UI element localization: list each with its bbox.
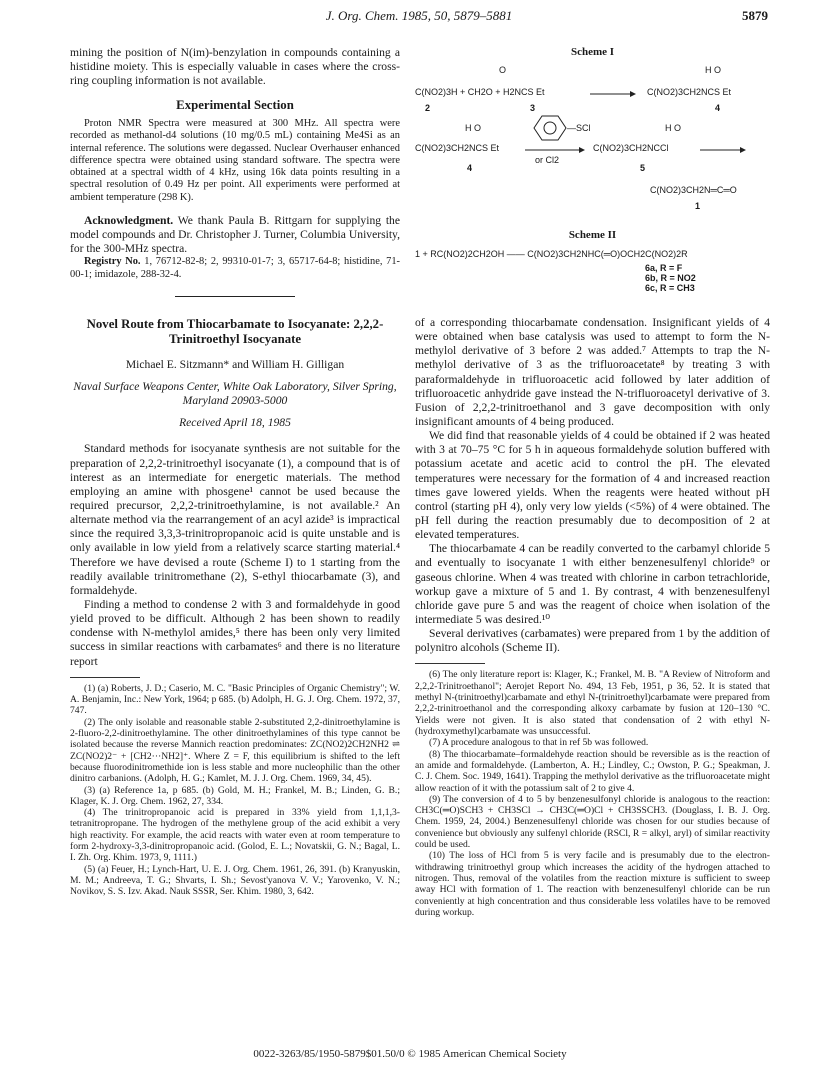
reaction-2-reactant: C(NO2)3CH2NCS Et [415,143,500,154]
scheme-2 [415,243,770,295]
registry-text: 1, 76712-82-8; 2, 99310-01-7; 3, 65717-64-8; histidine, 71-00-1; imidazole, 288-32-4. [70,256,400,280]
footnote-divider [70,677,140,678]
compound-6c: 6c, R = CH3 [645,282,695,293]
reaction-1-product: C(NO2)3CH2NCS Et [647,87,732,98]
page-number: 5879 [742,8,768,23]
scheme-2-reaction: 1 + RC(NO2)2CH2OH —— C(NO2)3CH2NHC(═O)OCH2C(NO2)2R [415,248,688,259]
running-header [70,8,768,28]
footnote-2: (2) The only isolable and reasonable stable 2-substituted 2,2-dinitroethylamine is 2-fluoro-2,2-dinitroethylamine. The other dinitroethylamines of this type cannot be isolated because the reverse Mannich reaction predominates: ZC(NO2)2CH2NH2 ⇌ ZC(NO2)2⁻ + [CH2···NH2]⁺. Where Z = F, this equilibrium is shifted to the left because fluorodinitromethide ion is less stable and more nucleophilic than the other dinitro carbanions. (Adolph, H. G.; Kamlet, M. J. J. Org. Chem. 1969, 34, 45). [70,716,400,785]
body-paragraph-2: Finding a method to condense 2 with 3 and formaldehyde in good yield proved to be difficult. Although 2 has been shown to readily condense with N-methylol amides,⁵ there has been only very limited success in similar reactions with carbamates⁶ and there is no literature report [70,598,400,668]
section-divider [175,296,295,297]
compound-3-label: 3 [530,103,536,114]
reaction-1-reactants: C(NO2)3H + CH2O + H2NCS Et [415,87,545,98]
footnote-4: (4) The trinitropropanoic acid is prepared in 33% yield from 1,1,1,3-tetranitropropane. The hydrogen of the methylene group of the acid exhibit a very high reactivity. For example, the acid reacts with water even at room temperature to form 2-hydroxy-3,3-dinitropropanoic acid. (Golod, E. L.; Novatskii, G. N.; Bagal, L. I. Zh. Org. Khim. 1973, 9, 1111.) [70,807,400,864]
reaction-arrow [700,145,746,155]
compound-6a: 6a, R = F [645,262,683,273]
footnote-9: (9) The conversion of 4 to 5 by benzenesulfonyl chloride is analogous to the reaction: CH3C(═O)SCH3 + CH3SCl → CH3C(═O)Cl + CH3SSCH3. (Douglass, I. B. J. Org. Chem. 1959, 24, 2004.) Benzenesulfenyl chloride was chosen for our studies because of convenience but obviously any sulfenyl chloride (RSCl, R = alkyl, aryl) of similar reactivity could be used. [415,793,770,851]
experimental-heading: Experimental Section [176,98,294,113]
scheme-1-title: Scheme I [570,46,615,58]
reaction-arrow [525,145,585,155]
footnote-8: (8) The thiocarbamate–formaldehyde reaction should be reversible as is the reaction of an amide and formaldehyde. (Lamberton, A. H.; Lindley, C.; Owston, P. G.; Speakman, J. C. J. Chem. Soc. 1949, 1641). Trapping the methylol derivative as the trifluoroacetate might allow reaction of it with the potassium salt of 2 to give 4. [415,748,770,794]
body-paragraph-4: We did find that reasonable yields of 4 could be obtained if 2 was heated with 3 at 70–75 °C for 5 h in aqueous formaldehyde solution buffered with potassium acetate and acetic acid to control the pH. The elevated temperatures were necessary for the formation of 4 and increased reaction times gave lowered yields. When the reagents were heated without pH control (starting pH 4), only very low yields (<5%) of 4 were obtained. The pH fell during the reaction presumably due to decomposition of 2 at elevated temperatures. [415,429,770,542]
footnote-6: (6) The only literature report is: Klager, K.; Frankel, M. B. "A Review of Nitroform and 2,2,2-Trinitroethanol"; Aerojet Report No. 494, 13 Feb, 1951, p 36, 52. It is stated that methyl N-(trinitroethyl)carbamate and ethyl N-(trinitroethyl)carbamate were prepared from 2,2,2-trinitroethanol and the corresponding alkoxy carbamate by fusion at 120–130 °C. Yields were not given. It is also stated that condensation of 2 with ethyl N-(hydroxymethyl)carbamate was unsuccessful. [415,669,770,737]
footnote-5: (5) (a) Feuer, H.; Lynch-Hart, U. E. J. Org. Chem. 1961, 26, 391. (b) Kranyuskin, M. M.; Andreeva, T. G.; Shvarts, I. Sh.; Sevost'yanova V. V.; Yarovenko, V. N.; Novikov, S. S. Izv. Akad. Nauk SSSR, Ser. Khim. 1980, 3, 642. [70,863,400,898]
registry-label: Registry No. [84,256,141,268]
benzene-ring-icon [533,115,567,141]
body-paragraph-5: The thiocarbamate 4 can be readily converted to the carbamyl chloride 5 and eventually to isocyanate 1 with either benzenesulfenyl chloride⁹ or gaseous chlorine. When 4 was treated with chlorine in carbon tetrachloride, workup gave a mixture of 5 and 1. By contrast, 4 with benzenesulfenyl chloride gave pure 5 and was the reagent of choice when isolation of the intermediate 5 was desired.¹⁰ [415,542,770,626]
received-date: Received April 18, 1985 [179,416,291,430]
scheme-1 [415,59,770,229]
scheme-2-title: Scheme II [568,229,617,242]
footnote-divider [415,663,485,664]
carbonyl-o-label: O [499,65,507,76]
compound-6b: 6b, R = NO2 [645,272,696,283]
sulfenyl-chloride: —SCl [567,123,591,134]
ack-label: Acknowledgment. [84,213,174,227]
footnote-10: (10) The loss of HCl from 5 is very facile and is presumably due to the electron-withdrawing trinitroethyl group which increases the acidity of the hydrogen attached to nitrogen. Thus, removal of the volatiles from the reaction mixture is sufficient to sweep away HCl with formation of 1. The reaction with benzenesulfenyl chloride can be run conveniently at high concentration and thus considerable less volatiles have to be removed during workup. [415,850,770,918]
footnotes-left [70,683,400,898]
right-column-text [415,316,770,918]
reactant-ho-label: H O [465,123,482,134]
page-footer: 0022-3263/85/1950-5879$01.50/0 © 1985 American Chemical Society [253,1048,567,1060]
experimental-text: Proton NMR Spectra were measured at 300 MHz. All spectra were recorded as methanol-d4 solutions (10 mg/0.5 mL) containing Me4Si as an internal reference. The solutions were degassed. Nuclear Overhauser enhanced difference spectra were obtained using standard software. The spectra were obtained at a spectral width of 4 kHz, using 16k data points resulting in a spectral resolution of 0.49 Hz per point. All experiments were performed at ambient temperature (298 K). [70,118,400,203]
product-ho-label: H O [705,65,722,76]
footnote-7: (7) A procedure analogous to that in ref 5b was followed. [429,737,649,749]
schemes-area [415,46,770,316]
reaction-2-product: C(NO2)3CH2NCCl [593,143,669,154]
or-chlorine: or Cl2 [535,155,560,166]
compound-4-label: 4 [467,163,473,174]
acknowledgment [70,214,400,256]
article-authors: Michael E. Sitzmann* and William H. Gilligan [125,357,345,371]
compound-5-label: 5 [640,163,646,174]
body-paragraph-3: of a corresponding thiocarbamate condensation. Insignificant yields of 4 were obtained when base catalysis was used to attempt to form the N-methylol derivative of 3 before 2 was added.⁷ Attempts to trap the N-methylol derivative of 3 as the trifluoroacetate⁸ by treating 3 with paraformaldehyde in trifluoroacetic acid followed by later addition of trifluoroacetic anhydride gave instead the N-trifluoroacetyl derivative of 3. Fusion of 2,2,2-trinitroethanol and 3 gave decomposition with only insignificant amounts of 4 being produced. [415,316,770,428]
reaction-arrow [590,89,636,99]
article-affiliation: Naval Surface Weapons Center, White Oak Laboratory, Silver Spring, Maryland 20903-5000 [73,380,397,408]
left-column [70,46,400,898]
registry [70,256,400,281]
ack-text: We thank Paula B. Rittgarn for supplying the model compounds and Dr. Christopher J. Turner, Columbia University, for the 300-MHz spectra. [70,213,400,256]
isocyanate-formula: C(NO2)3CH2N═C═O [650,185,737,196]
intro-paragraph: mining the position of N(im)-benzylation in compounds containing a histidine moiety. This is especially valuable in cases where the cross-ring coupling information is not available. [70,46,400,88]
compound-1-label: 1 [695,201,701,212]
article-title: Novel Route from Thiocarbamate to Isocyanate: 2,2,2-Trinitroethyl Isocyanate [86,316,384,347]
journal-citation: J. Org. Chem. 1985, 50, 5879–5881 [325,8,513,23]
footnotes-right [415,669,770,918]
footnote-3: (3) (a) Reference 1a, p 685. (b) Gold, M. H.; Frankel, M. B.; Linden, G. B.; Klager, K. J. Org. Chem. 1962, 27, 334. [70,784,400,807]
carbamyl-ho-label: H O [665,123,682,134]
footnote-1: (1) (a) Roberts, J. D.; Caserio, M. C. "Basic Principles of Organic Chemistry"; W. A. Benjamin, Inc.: New York, 1964; p 685. (b) Adolph, H. G. J. Org. Chem. 1972, 37, 747. [70,682,400,717]
body-paragraph-6: Several derivatives (carbamates) were prepared from 1 by the addition of polynitro alcohols (Scheme II). [415,627,770,655]
body-paragraph-1: Standard methods for isocyanate synthesis are not suitable for the preparation of 2,2,2-trinitroethyl isocyanate (1), a compound that is of interest as an intermediate for energetic materials. The method employing an amine with phosgene¹ cannot be used because the required precursor, 2,2,2-trinitroethylamine, is not available.² An alternate method via the rearrangement of an acyl azide³ is impractical since the required 3,3,3-trinitropropanoic acid is quite unstable and is only available in low yield from a relatively scarce starting material.⁴ Therefore we have devised a route (Scheme I) to 1 starting from the readily available trinitromethane (2), S-ethyl thiocarbamate (3), and formaldehyde. [70,442,400,597]
compound-4-label: 4 [715,103,721,114]
compound-2-label: 2 [425,103,431,114]
